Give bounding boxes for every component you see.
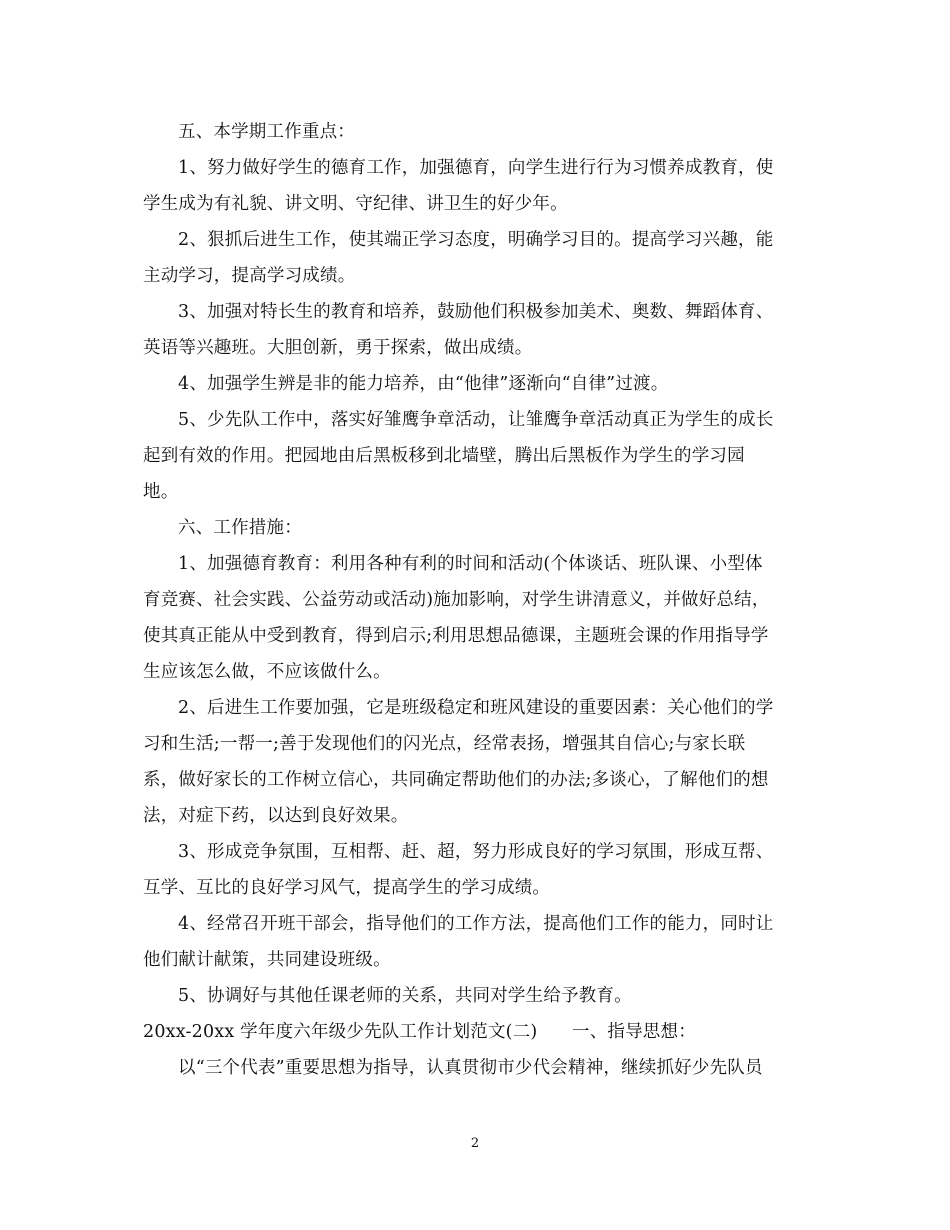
paragraph-line: 以“三个代表”重要思想为指导，认真贯彻市少代会精神，继续抓好少先队员 [178,1058,763,1078]
paragraph-line: 育竞赛、社会实践、公益劳动或活动)施加影响，对学生讲清意义，并做好总结， [143,590,770,610]
paragraph-line: 主动学习，提高学习成绩。 [143,266,356,286]
paragraph-line: 5、少先队工作中，落实好雏鹰争章活动，让雏鹰争章活动真正为学生的成长 [178,410,774,430]
paragraph-line: 习和生活;一帮一;善于发现他们的闪光点，经常表扬，增强其自信心;与家长联 [143,734,746,754]
section-heading-five: 五、本学期工作重点： [178,122,355,142]
section-heading-six: 六、工作措施： [178,518,302,538]
paragraph-line: 3、形成竞争氛围，互相帮、赶、超，努力形成良好的学习氛围，形成互帮、 [178,842,774,862]
paragraph-line: 生应该怎么做，不应该做什么。 [143,662,391,682]
paragraph-line: 2、后进生工作要加强，它是班级稳定和班风建设的重要因素：关心他们的学 [178,698,774,718]
paragraph-line: 起到有效的作用。把园地由后黑板移到北墙壁，腾出后黑板作为学生的学习园 [143,446,745,466]
paragraph-line: 1、努力做好学生的德育工作，加强德育，向学生进行行为习惯养成教育，使 [178,158,774,178]
paragraph-line: 互学、互比的良好学习风气，提高学生的学习成绩。 [143,878,551,898]
paragraph-line: 5、协调好与其他任课老师的关系，共同对学生给予教育。 [178,986,632,1006]
paragraph-line: 法，对症下药，以达到良好效果。 [143,806,409,826]
document-title-line: 20xx-20xx 学年度六年级少先队工作计划范文(二) 一、指导思想： [143,1022,696,1042]
paragraph-line: 他们献计献策，共同建设班级。 [143,950,391,970]
page-number: 2 [470,1136,480,1151]
paragraph-line: 4、加强学生辨是非的能力培养，由“他律”逐渐向“自律”过渡。 [178,374,669,394]
paragraph-line: 使其真正能从中受到教育，得到启示;利用思想品德课，主题班会课的作用指导学 [143,626,769,646]
paragraph-line: 地。 [143,482,179,502]
paragraph-line: 3、加强对特长生的教育和培养，鼓励他们积极参加美术、奥数、舞蹈体育、 [178,302,774,322]
paragraph-line: 英语等兴趣班。大胆创新，勇于探索，做出成绩。 [143,338,533,358]
paragraph-line: 学生成为有礼貌、讲文明、守纪律、讲卫生的好少年。 [143,194,568,214]
paragraph-line: 4、经常召开班干部会，指导他们的工作方法，提高他们工作的能力，同时让 [178,914,774,934]
paragraph-line: 1、加强德育教育：利用各种有利的时间和活动(个体谈话、班队课、小型体 [178,554,763,574]
paragraph-line: 系，做好家长的工作树立信心，共同确定帮助他们的办法;多谈心，了解他们的想 [143,770,769,790]
paragraph-line: 2、狠抓后进生工作，使其端正学习态度，明确学习目的。提高学习兴趣，能 [178,230,774,250]
